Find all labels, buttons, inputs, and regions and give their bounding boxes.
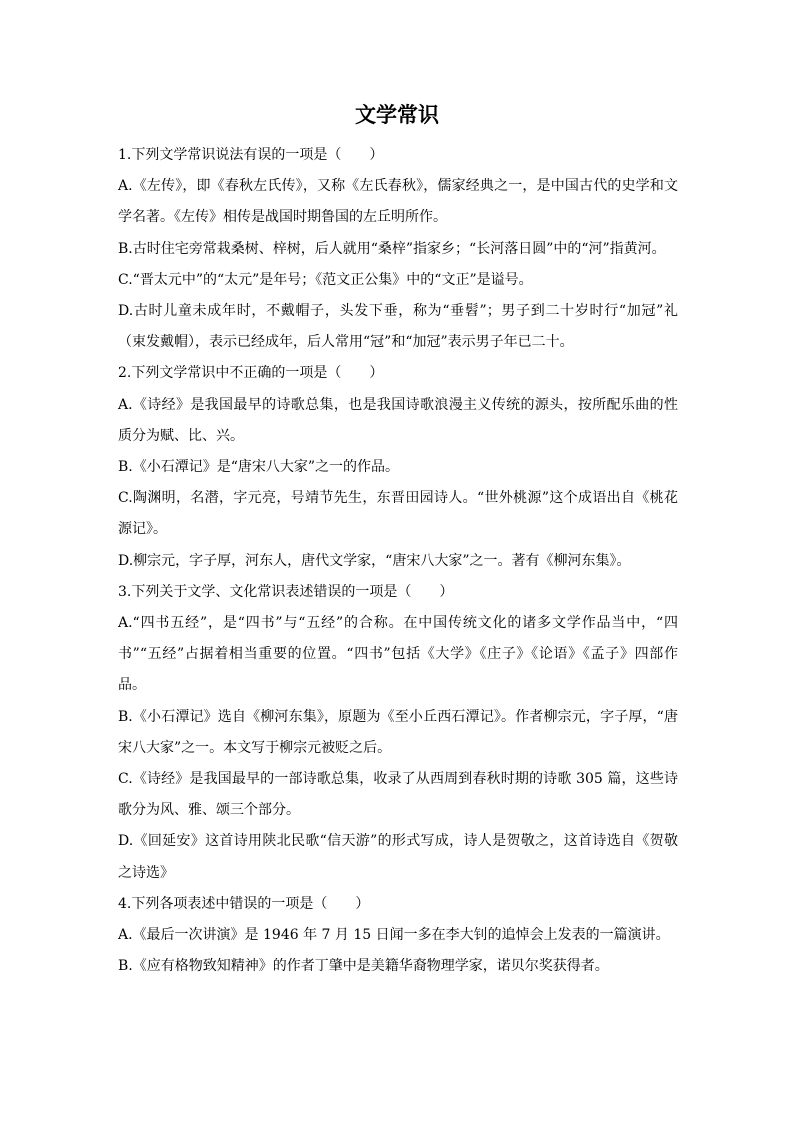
question-1-option-b: B.古时住宅旁常栽桑树、梓树，后人就用“桑梓”指家乡；“长河落日圆”中的“河”指黄河。 bbox=[118, 240, 666, 257]
question-1-option-d: D.古时儿童未成年时，不戴帽子，头发下垂，称为“垂髫”；男子到二十岁时行“加冠”礼（束发戴帽），表示已经成年，后人常用“冠”和“加冠”表示男子年已二十。 bbox=[118, 303, 678, 351]
question-3-option-a: A.“四书五经”，是“四书”与“五经”的合称。在中国传统文化的诸多文学作品当中，“四书”“五经”占据着相当重要的位置。“四书”包括《大学》《庄子》《论语》《孟子》四部作品。 bbox=[118, 615, 678, 694]
question-2-option-c: C.陶渊明，名潜，字元亮，号靖节先生，东晋田园诗人。“世外桃源”这个成语出自《桃花源记》。 bbox=[118, 490, 678, 538]
question-1-stem: 1.下列文学常识说法有误的一项是（ ） bbox=[118, 147, 384, 163]
question-2-option-a: A.《诗经》是我国最早的诗歌总集，也是我国诗歌浪漫主义传统的源头，按所配乐曲的性质分为赋、比、兴。 bbox=[118, 396, 678, 444]
question-4-option-b: B.《应有格物致知精神》的作者丁肇中是美籍华裔物理学家，诺贝尔奖获得者。 bbox=[118, 958, 609, 975]
question-4-option-a: A.《最后一次讲演》是 1946 年 7 月 15 日闻一多在李大钊的追悼会上发表的一篇演讲。 bbox=[118, 927, 670, 944]
question-3-option-b: B.《小石潭记》选自《柳河东集》，原题为《至小丘西石潭记》。作者柳宗元，字子厚，“唐宋八大家”之一。本文写于柳宗元被贬之后。 bbox=[118, 708, 678, 756]
question-1-option-a: A.《左传》，即《春秋左氏传》，又称《左氏春秋》，儒家经典之一，是中国古代的史学和文学名著。《左传》相传是战国时期鲁国的左丘明所作。 bbox=[118, 178, 678, 226]
question-2-stem: 2.下列文学常识中不正确的一项是（ ） bbox=[118, 365, 384, 382]
question-3-stem: 3.下列关于文学、文化常识表述错误的一项是（ ） bbox=[118, 583, 454, 600]
question-4-stem: 4.下列各项表述中错误的一项是（ ） bbox=[118, 895, 370, 912]
question-3-option-d: D.《回延安》这首诗用陕北民歌“信天游”的形式写成，诗人是贺敬之，这首诗选自《贺敬之诗选》 bbox=[118, 833, 678, 881]
question-1-option-c: C.“晋太元中”的“太元”是年号；《范文正公集》中的“文正”是谥号。 bbox=[118, 271, 533, 288]
question-2-option-b: B.《小石潭记》是“唐宋八大家”之一的作品。 bbox=[118, 459, 400, 476]
document-body bbox=[118, 140, 678, 982]
question-3-option-c: C.《诗经》是我国最早的一部诗歌总集，收录了从西周到春秋时期的诗歌 305 篇，这些诗歌分为风、雅、颂三个部分。 bbox=[118, 771, 678, 819]
question-2-option-d: D.柳宗元，字子厚，河东人，唐代文学家，“唐宋八大家”之一。著有《柳河东集》。 bbox=[118, 552, 631, 569]
document-title: 文学常识 bbox=[355, 102, 439, 127]
